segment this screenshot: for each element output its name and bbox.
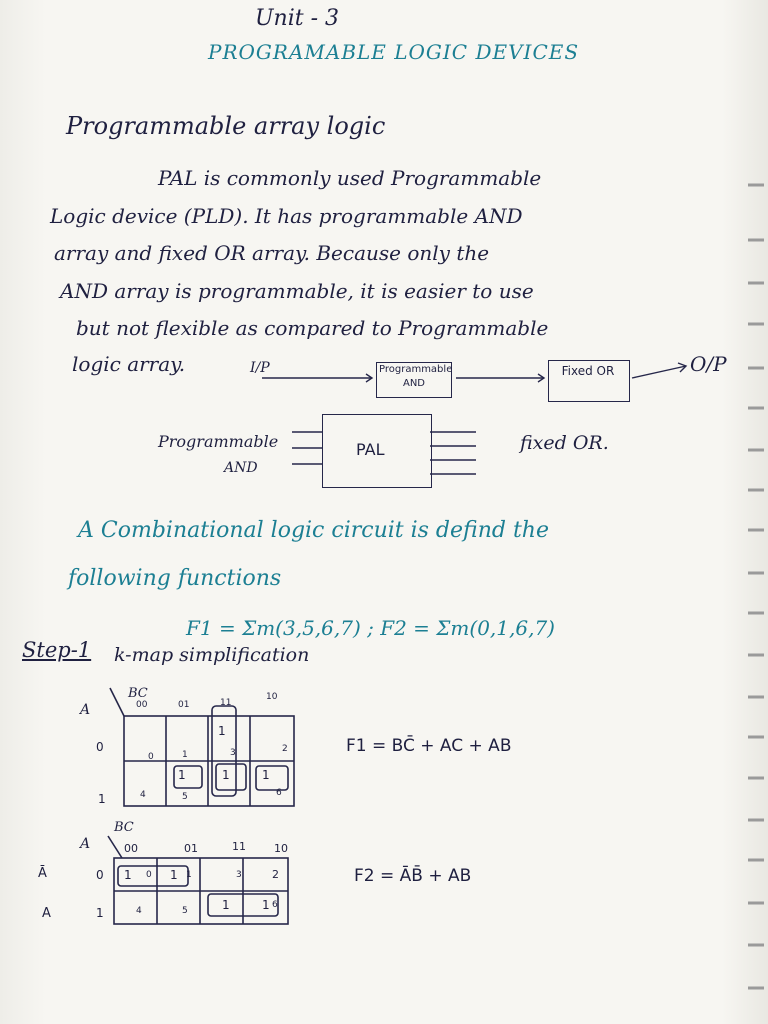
kmap2-cell-1: 1 [186, 870, 192, 880]
kmap1-col-header-10: 10 [266, 692, 278, 702]
kmap1-one-mark: 1 [218, 724, 226, 738]
paragraph-line-1: PAL is commonly used Programmable [158, 166, 542, 190]
step-text: k-map simplification [114, 644, 310, 666]
kmap1-col-var: BC [128, 686, 148, 701]
kmap1-result: F1 = BC̄ + AC + AB [346, 736, 512, 756]
paragraph-line-5: but not flexible as compared to Programmable [76, 316, 549, 340]
paragraph-line-4: AND array is programmable, it is easier to use [60, 279, 534, 303]
kmap1-one-mark: 1 [222, 768, 230, 782]
step-label: Step-1 [22, 638, 92, 662]
kmap2-cell-5: 5 [182, 906, 188, 916]
unit-title: Unit - 3 [255, 6, 340, 31]
kmap1-cell-3: 3 [230, 748, 236, 758]
kmap2-row-var: A [80, 836, 91, 852]
kmap1-row-header-0: 0 [96, 740, 104, 754]
flow-input-label: I/P [250, 360, 270, 376]
kmap1-row-header-1: 1 [98, 792, 106, 806]
paragraph-line-3: array and fixed OR array. Because only the [54, 241, 490, 265]
kmap1-col-header-01: 01 [178, 700, 190, 710]
kmap1-cell-0: 0 [148, 752, 154, 762]
pal-right-label: fixed OR. [520, 432, 609, 454]
kmap2-row-header-1: 1 [96, 906, 104, 920]
kmap2-col-header-11: 11 [232, 840, 246, 853]
kmap2-cell-0: 0 [146, 870, 152, 880]
kmap1-one-mark: 1 [178, 768, 186, 782]
kmap1-row-var: A [80, 702, 91, 718]
kmap2-row-header-0: 0 [96, 868, 104, 882]
problem-functions: F1 = Σm(3,5,6,7) ; F2 = Σm(0,1,6,7) [186, 616, 555, 640]
kmap2-col-header-00: 00 [124, 842, 138, 855]
paragraph-line-2: Logic device (PLD). It has programmable AND [50, 204, 523, 228]
flow-fixed-or-label: Fixed OR [561, 364, 615, 378]
kmap2-one-mark: 1 [222, 898, 230, 912]
kmap1-cell-5: 5 [182, 792, 188, 802]
kmap2-cell-4: 4 [136, 906, 142, 916]
kmap2-row-mark-a: A [42, 906, 51, 921]
kmap2-one-mark: 1 [170, 868, 178, 882]
kmap1-cell-2: 2 [282, 744, 288, 754]
kmap2-cell-3: 3 [236, 870, 242, 880]
kmap2-col-header-01: 01 [184, 842, 198, 855]
kmap2-col-var: BC [114, 820, 134, 835]
problem-line-2: following functions [68, 566, 282, 591]
kmap2-result: F2 = ĀB̄ + AB [354, 866, 472, 886]
kmap2-row-mark-abar: Ā [38, 866, 47, 881]
pal-left-label-1: Programmable [158, 432, 279, 451]
pal-box-label: PAL [356, 440, 385, 459]
problem-line-1: A Combinational logic circuit is defind the [78, 518, 549, 543]
pal-left-label-2: AND [224, 460, 258, 476]
section-heading: Programmable array logic [66, 112, 386, 140]
kmap2-cell-2: 2 [272, 868, 279, 881]
kmap1-cell-6: 6 [276, 788, 282, 798]
kmap2-one-mark: 1 [124, 868, 132, 882]
flow-programmable-and-label: Programmable AND [379, 364, 453, 389]
kmap1-cell-1: 1 [182, 750, 188, 760]
kmap2-one-mark: 1 [262, 898, 270, 912]
chapter-title: PROGRAMABLE LOGIC DEVICES [208, 40, 580, 64]
kmap2-cell-6: 6 [272, 900, 278, 910]
paragraph-line-6: logic array. [72, 352, 186, 376]
kmap1-cell-4: 4 [140, 790, 146, 800]
kmap1-one-mark: 1 [262, 768, 270, 782]
kmap1-col-header-00: 00 [136, 700, 148, 710]
kmap2-col-header-10: 10 [274, 842, 288, 855]
flow-output-label: O/P [690, 352, 727, 376]
kmap1-col-header-11: 11 [220, 698, 232, 708]
